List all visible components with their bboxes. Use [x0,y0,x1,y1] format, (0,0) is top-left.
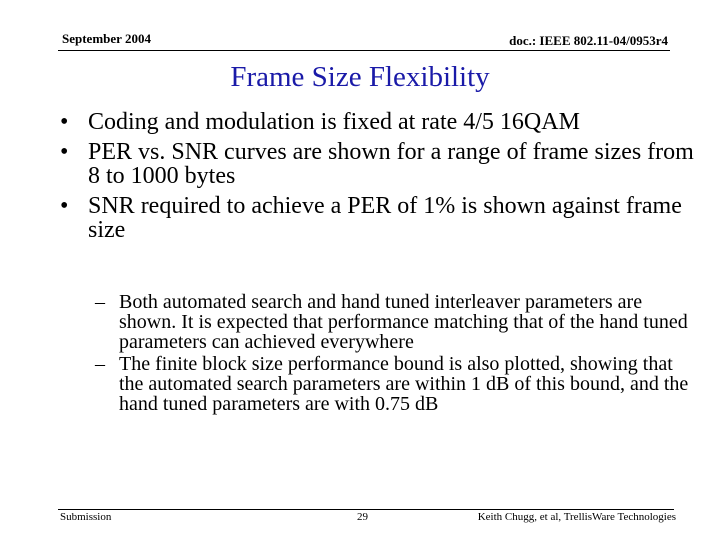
footer-divider [58,509,674,510]
bullet-text: Coding and modulation is fixed at rate 4/5 16QAM [88,109,580,135]
slide-title: Frame Size Flexibility [230,61,490,93]
bullet-marker: • [60,193,69,219]
footer-authors: Keith Chugg, et al, TrellisWare Technologies [477,511,676,523]
footer-submission: Submission [60,511,112,523]
sub-bullet-item [95,354,695,414]
sub-bullet-text: Both automated search and hand tuned interleaver parameters are shown. It is expected that performance matching that of the hand tuned parameters can achieved everywhere [119,291,688,353]
header-date: September 2004 [62,31,151,46]
header-doc-id: doc.: IEEE 802.11-04/0953r4 [509,33,668,48]
bullet-text: PER vs. SNR curves are shown for a range of frame sizes from 8 to 1000 bytes [88,139,694,189]
bullet-marker: • [60,139,69,165]
sub-bullet-list [95,292,695,416]
bullet-item [60,140,700,188]
dash-marker: – [95,291,105,313]
dash-marker: – [95,353,105,375]
bullet-list [60,110,700,248]
sub-bullet-text: The finite block size performance bound is also plotted, showing that the automated search parameters are within 1 dB of this bound, and the hand tuned parameters are with 0.75 dB [119,353,689,415]
bullet-text: SNR required to achieve a PER of 1% is shown against frame size [88,193,682,243]
sub-bullet-item [95,292,695,352]
header-divider [58,50,670,51]
bullet-item [60,194,700,242]
footer-page-number: 29 [357,511,368,523]
bullet-item [60,110,700,134]
bullet-marker: • [60,109,69,135]
